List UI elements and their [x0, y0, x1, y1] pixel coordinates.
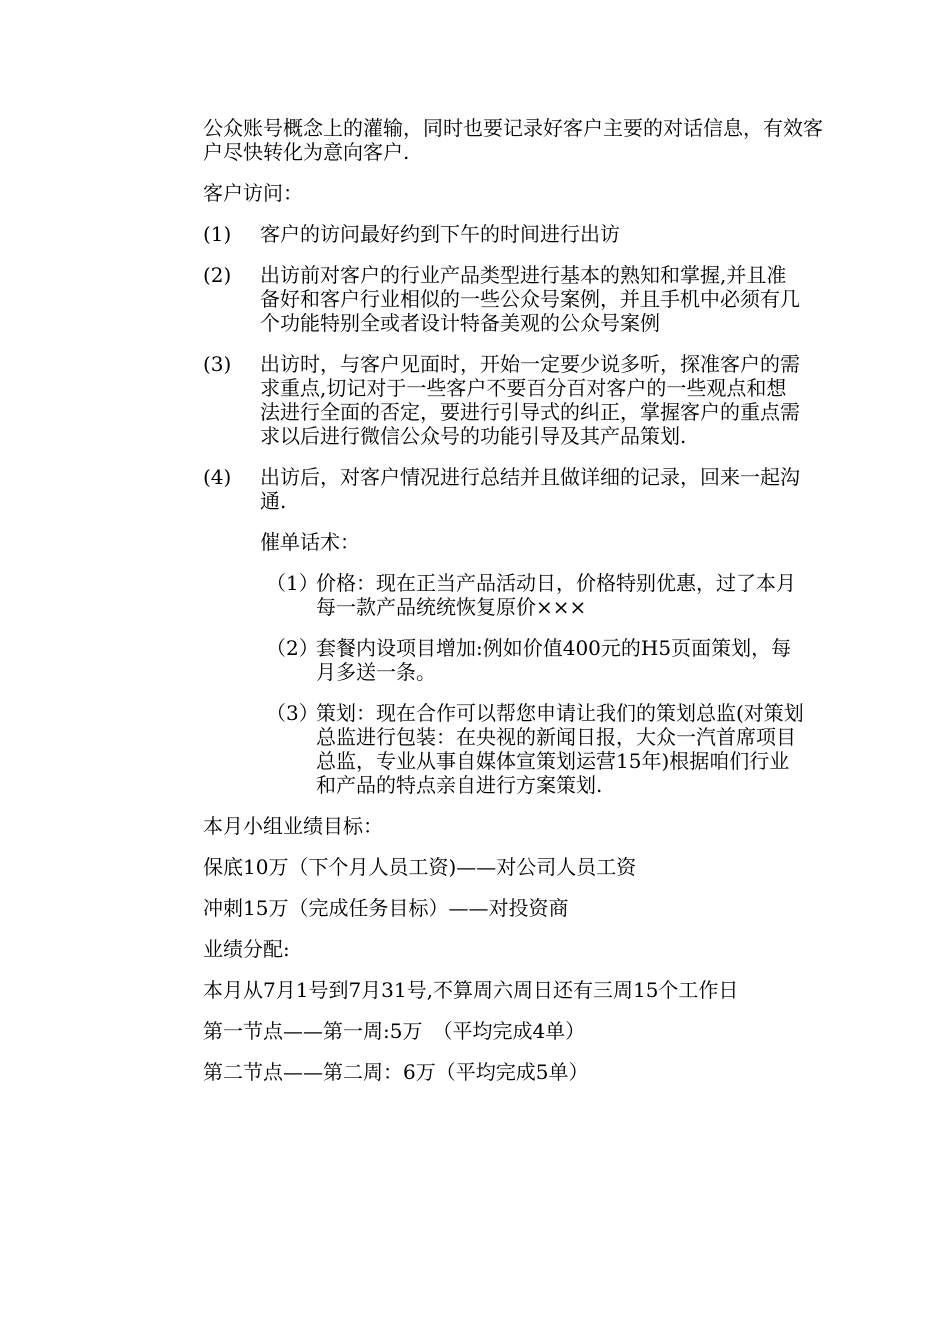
target-heading: 本月小组业绩目标： — [203, 814, 383, 838]
alloc-heading: 业绩分配: — [203, 937, 290, 961]
item-number: (3) — [203, 352, 232, 376]
item-number: (2) — [203, 263, 232, 287]
item-number: (4) — [203, 465, 232, 489]
node-1: 第一节点——第一周:5万 （平均完成4单） — [203, 1019, 586, 1043]
item-text: 策划：现在合作可以帮您申请让我们的策划总监(对策划总监进行包装：在央视的新闻日报，大众一汽首席项目总监，专业从事自媒体宣策划运营15年)根据咱们行业和产品的特点亲自进行方案策划. — [316, 701, 804, 797]
item-text: 套餐内设项目增加:例如价值400元的H5页面策划，每月多送一条。 — [316, 636, 792, 684]
item-text: 客户的访问最好约到下午的时间进行出访 — [260, 222, 620, 246]
item-text: 出访前对客户的行业产品类型进行基本的熟知和掌握,并且准备好和客户行业相似的一些公众号案例，并且手机中必须有几个功能特别全或者设计特备美观的公众号案例 — [260, 263, 800, 335]
node-2: 第二节点——第二周：6万（平均完成5单） — [203, 1060, 589, 1084]
urge-item — [266, 571, 823, 619]
urge-heading: 催单话术： — [260, 530, 360, 554]
item-number: （3） — [266, 701, 319, 725]
urge-item — [266, 701, 823, 797]
item-number: (1) — [203, 222, 232, 246]
urge-item — [266, 636, 823, 684]
visit-item — [203, 263, 823, 335]
item-text: 出访时，与客户见面时，开始一定要少说多听，探准客户的需求重点,切记对于一些客户不要百分百对客户的一些观点和想法进行全面的否定，要进行引导式的纠正，掌握客户的重点需求以后进行微信公众号的功能引导及其产品策划. — [260, 352, 800, 448]
visit-item — [203, 222, 823, 246]
item-number: （2） — [266, 636, 319, 660]
target-base: 保底10万（下个月人员工资)——对公司人员工资 — [203, 855, 637, 879]
item-text: 价格：现在正当产品活动日，价格特别优惠，过了本月每一款产品统统恢复原价××× — [316, 571, 796, 619]
document-body — [203, 116, 823, 1101]
alloc-description: 本月从7月1号到7月31号,不算周六周日还有三周15个工作日 — [203, 978, 739, 1002]
visit-item — [203, 352, 823, 448]
visit-item — [203, 465, 823, 513]
intro-paragraph: 公众账号概念上的灌输，同时也要记录好客户主要的对话信息，有效客户尽快转化为意向客户. — [203, 116, 823, 164]
item-number: （1） — [266, 571, 319, 595]
target-sprint: 冲刺15万（完成任务目标）——对投资商 — [203, 896, 569, 920]
item-text: 出访后，对客户情况进行总结并且做详细的记录，回来一起沟通. — [260, 465, 800, 513]
visit-heading: 客户访问： — [203, 181, 303, 205]
